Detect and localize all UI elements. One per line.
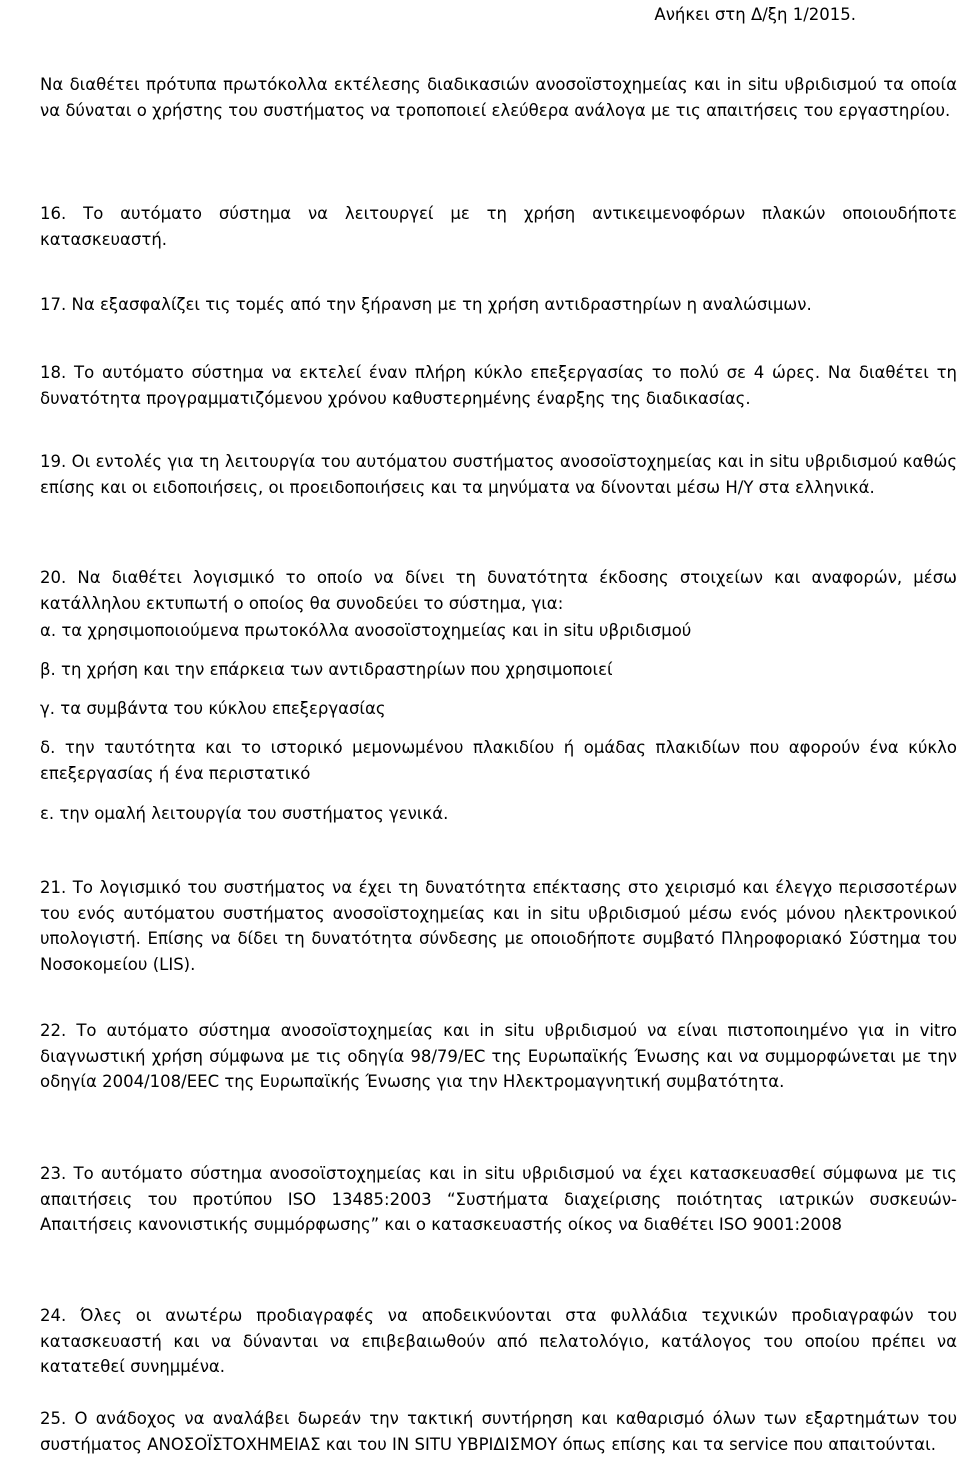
- subitem-a: [40, 618, 957, 644]
- item-number: 19.: [40, 452, 67, 471]
- item-21: [40, 875, 957, 977]
- subitem-text: τα συμβάντα του κύκλου επεξεργασίας: [60, 699, 386, 718]
- item-number: 24.: [40, 1306, 67, 1325]
- subitem-text: τα χρησιμοποιούμενα πρωτοκόλλα ανοσοϊστοχημείας και in situ υβριδισμού: [61, 621, 692, 640]
- subitem-e: [40, 801, 957, 827]
- item-text: Το αυτόματο σύστημα να λειτουργεί με τη χρήση αντικειμενοφόρων πλακών οποιουδήποτε κατασκευαστή.: [40, 204, 957, 249]
- item-number: 22.: [40, 1021, 67, 1040]
- item-23: [40, 1161, 957, 1238]
- subitem-label: δ.: [40, 738, 56, 757]
- item-text: Το αυτόματο σύστημα ανοσοϊστοχημείας και in situ υβριδισμού να έχει κατασκευασθεί σύμφωνα με τις απαιτήσεις του προτύπου ISO 13485:2003 “Συστήματα διαχείρισης ποιότητας ιατρικών συσκευών-Απαιτήσεις κανονιστικής συμμόρφωσης” και ο κατασκευαστής οίκος να διαθέτει ISO 9001:2008: [40, 1164, 957, 1235]
- item-16: [40, 201, 957, 252]
- item-number: 21.: [40, 878, 67, 897]
- item-number: 20.: [40, 568, 67, 587]
- item-number: 23.: [40, 1164, 67, 1183]
- item-text: Να διαθέτει λογισμικό το οποίο να δίνει τη δυνατότητα έκδοσης στοιχείων και αναφορών, μέσω κατάλληλου εκτυπωτή ο οποίος θα συνοδεύει το σύστημα, για:: [40, 568, 957, 613]
- item-number: 17.: [40, 295, 67, 314]
- item-text: Όλες οι ανωτέρω προδιαγραφές να αποδεικνύονται στα φυλλάδια τεχνικών προδιαγραφών του κατασκευαστή και να δύνανται να επιβεβαιωθούν από πελατολόγιο, κατάλογος του οποίου πρέπει να κατατεθεί συνημμένα.: [40, 1306, 958, 1377]
- subitem-c: [40, 696, 957, 722]
- item-text: Να εξασφαλίζει τις τομές από την ξήρανση με τη χρήση αντιδραστηρίων η αναλώσιμων.: [71, 295, 812, 314]
- subitem-d: [40, 735, 957, 786]
- item-22: [40, 1018, 957, 1095]
- subitem-label: α.: [40, 621, 57, 640]
- page-header: Ανήκει στη Δ/ξη 1/2015.: [654, 5, 856, 24]
- item-17: [40, 292, 957, 318]
- subitem-text: την ταυτότητα και το ιστορικό μεμονωμένου πλακιδίου ή ομάδας πλακιδίων που αφορούν ένα κύκλο επεξεργασίας ή ένα περιστατικό: [40, 738, 957, 783]
- subitem-b: [40, 657, 957, 683]
- item-text: Το αυτόματο σύστημα ανοσοϊστοχημείας και in situ υβριδισμού να είναι πιστοποιημένο για in vitro διαγνωστική χρήση σύμφωνα με τις οδηγία 98/79/EC της Ευρωπαϊκής Ένωσης και να συμμορφώνεται με την οδηγία 2004/108/EEC της Ευρωπαϊκής Ένωσης για την Ηλεκτρομαγνητική συμβατότητα.: [40, 1021, 958, 1092]
- subitem-text: τη χρήση και την επάρκεια των αντιδραστηρίων που χρησιμοποιεί: [61, 660, 613, 679]
- item-20: [40, 565, 957, 616]
- item-number: 16.: [40, 204, 67, 223]
- item-18: [40, 360, 957, 411]
- subitem-label: ε.: [40, 804, 55, 823]
- subitem-label: γ.: [40, 699, 56, 718]
- item-text: Ο ανάδοχος να αναλάβει δωρεάν την τακτική συντήρηση και καθαρισμό όλων των εξαρτημάτων του συστήματος ΑΝΟΣΟΪΣΤΟΧΗΜΕΙΑΣ και του IN SITU ΥΒΡΙΔΙΣΜΟΥ όπως επίσης και τα service που απαιτούνται.: [40, 1409, 957, 1454]
- item-text: Οι εντολές για τη λειτουργία του αυτόματου συστήματος ανοσοϊστοχημείας και in situ υβριδισμού καθώς επίσης και οι ειδοποιήσεις, οι προειδοποιήσεις και τα μηνύματα να δίνονται μέσω Η/Υ στα ελληνικά.: [40, 452, 957, 497]
- item-25: [40, 1406, 957, 1457]
- subitem-label: β.: [40, 660, 56, 679]
- item-number: 18.: [40, 363, 67, 382]
- item-number: 25.: [40, 1409, 67, 1428]
- item-text: Το αυτόματο σύστημα να εκτελεί έναν πλήρη κύκλο επεξεργασίας το πολύ σε 4 ώρες. Να διαθέτει τη δυνατότητα προγραμματιζόμενου χρόνου καθυστερημένης έναρξης της διαδικασίας.: [40, 363, 957, 408]
- item-19: [40, 449, 957, 500]
- item-text: Το λογισμικό του συστήματος να έχει τη δυνατότητα επέκτασης στο χειρισμό και έλεγχο περισσοτέρων του ενός αυτόματου συστήματος ανοσοϊστοχημείας και in situ υβριδισμού μέσω ενός μόνου ηλεκτρονικού υπολογιστή. Επίσης να δίδει τη δυνατότητα σύνδεσης με οποιοδήποτε συμβατό Πληροφοριακό Σύστημα του Νοσοκομείου (LIS).: [40, 878, 957, 974]
- intro-paragraph: Να διαθέτει πρότυπα πρωτόκολλα εκτέλεσης διαδικασιών ανοσοϊστοχημείας και in situ υβριδισμού τα οποία να δύναται ο χρήστης του συστήματος να τροποποιεί ελεύθερα ανάλογα με τις απαιτήσεις του εργαστηρίου.: [40, 75, 957, 120]
- subitem-text: την ομαλή λειτουργία του συστήματος γενικά.: [59, 804, 449, 823]
- item-24: [40, 1303, 957, 1380]
